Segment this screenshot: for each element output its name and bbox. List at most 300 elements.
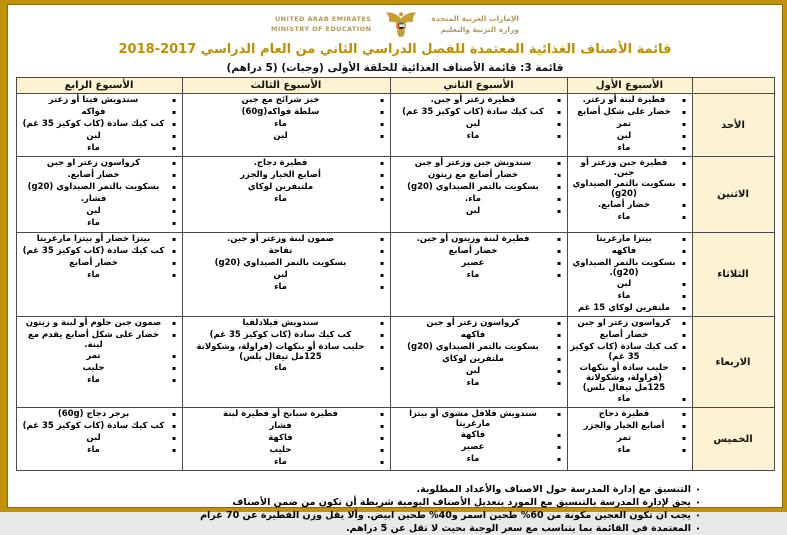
menu-item [570, 258, 690, 278]
menu-item-text: ماء [87, 445, 100, 456]
menu-item-text: ماء [87, 270, 100, 280]
menu-item [185, 107, 388, 118]
menu-item-text: لبن [465, 206, 481, 216]
menu-item-text: فطيرة دجاج. [253, 158, 308, 168]
menu-item [19, 143, 180, 154]
menu-item [19, 445, 180, 456]
week1-header: الأسبوع الأول [567, 78, 692, 94]
menu-item [570, 143, 690, 154]
menu-item-text: فطيرة زعتر أو جبن. [430, 95, 516, 105]
menu-item-text: فاكهة [268, 433, 293, 444]
menu-item-text: أصابع الخيار والجزر [583, 421, 665, 432]
menu-item [19, 218, 180, 229]
footer-note [37, 484, 705, 496]
menu-item [393, 430, 565, 441]
bullet-icon: ▪ [556, 456, 562, 464]
menu-item-text: حليب سادة أو بنكهات (فراولة، وشكولاتة 125مل تيفال بلس) [579, 363, 669, 394]
menu-item [570, 394, 690, 405]
org-en-line1: UNITED ARAB EMIRATES [274, 14, 372, 23]
menu-item-text: فواكه [81, 107, 106, 117]
week4-header: الأسبوع الرابع [16, 78, 182, 94]
menu-item [393, 246, 565, 257]
menu-item-text: كب كيك سادة (كاب كوكيز 35 غم) [570, 342, 678, 363]
menu-item [393, 354, 565, 365]
menu-item-text: بسكويت بالتمر الصيداوي (g20). [572, 258, 676, 279]
menu-item-text: عصير [461, 442, 485, 453]
bullet-icon: ▪ [556, 272, 562, 279]
menu-item [19, 107, 180, 118]
bullet-icon: ▪ [379, 411, 385, 419]
footer-note [37, 497, 705, 509]
menu-item-text: ملتفرين لوكاي 15 غم [577, 303, 671, 314]
menu-item [393, 409, 565, 429]
menu-item [19, 363, 180, 374]
bullet-icon: ▪ [681, 396, 687, 404]
bullet-icon: • [695, 499, 701, 508]
bullet-icon: ▪ [171, 220, 177, 227]
menu-item [570, 279, 690, 290]
menu-item-text: برجر دجاج (60g) [57, 409, 130, 420]
menu-item [570, 342, 690, 362]
ministry-name-arabic [431, 13, 519, 36]
menu-item [570, 409, 690, 420]
bullet-icon: ▪ [681, 109, 687, 116]
menu-cell-week2 [390, 157, 567, 233]
menu-item-text: لبن [465, 119, 481, 129]
menu-item [570, 291, 690, 302]
footer-note [37, 523, 705, 535]
menu-item-text: ماء [617, 212, 631, 223]
footer-note [37, 510, 705, 522]
menu-item [19, 421, 180, 432]
menu-cell-week2 [390, 94, 567, 157]
bullet-icon: ▪ [681, 160, 687, 167]
bullet-icon: ▪ [379, 260, 385, 267]
menu-cell-week3 [182, 233, 390, 317]
menu-item [185, 270, 388, 281]
menu-item [570, 158, 690, 178]
menu-cell-week3 [182, 94, 390, 157]
menu-item-text: سندويش فيتا أو زعتر [48, 95, 139, 105]
menu-item-text: خبز شرائح مع جبن [241, 95, 320, 105]
bullet-icon: ▪ [681, 97, 687, 104]
menu-item-text: خضار أصابع. [597, 200, 651, 211]
org-en-line2: MINISTRY OF EDUCATION [271, 25, 372, 33]
bullet-icon: ▪ [556, 172, 562, 179]
week2-header: الأسبوع الثاني [390, 78, 567, 94]
menu-item [393, 119, 565, 130]
bullet-icon: ▪ [681, 293, 687, 301]
menu-cell-week4 [16, 94, 182, 157]
bullet-icon: ▪ [171, 172, 177, 179]
bullet-icon: ▪ [379, 184, 385, 191]
menu-item-text: عصير [461, 258, 485, 268]
bullet-icon: ▪ [556, 260, 562, 267]
ministry-header [7, 9, 783, 39]
bullet-icon: ▪ [379, 236, 385, 243]
bullet-icon: ▪ [681, 281, 687, 289]
menu-item-text: خضار على شكل أصابع [577, 107, 671, 117]
menu-item-text: سندويش جبن وزعتر أو جبن [414, 158, 532, 168]
menu-item-text: تمر [86, 351, 101, 362]
menu-item-text: فطيرة لبنة وزيتون أو جبن. [416, 234, 530, 244]
menu-item [570, 433, 690, 444]
bullet-icon: ▪ [681, 145, 687, 152]
bullet-icon: ▪ [171, 447, 177, 455]
bullet-icon: ▪ [379, 272, 385, 279]
menu-item [393, 107, 565, 118]
menu-item [185, 131, 388, 142]
menu-item-text: ماء [274, 194, 287, 204]
day-cell: الأحد [692, 94, 774, 157]
bullet-icon: ▪ [171, 365, 177, 373]
menu-item-text: خضار أصابع [448, 246, 498, 256]
menu-item-text: فطيرة سبانخ أو فطيرة لبنة [223, 409, 338, 420]
org-ar-line1: الإمارات العربية المتحدة [431, 13, 519, 23]
bullet-icon: ▪ [681, 248, 687, 255]
bullet-icon: ▪ [171, 133, 177, 140]
bullet-icon: ▪ [681, 133, 687, 140]
menu-item [19, 270, 180, 281]
menu-item-text: ماء [466, 131, 480, 141]
menu-item-text: سندويش فلافل مشوي أو بيتزا مارغريتا [409, 409, 537, 430]
menu-item [185, 318, 388, 329]
footer-note-text: التنسيق مع إدارة المدرسة حول الاصناف والأعداد المطلوبة. [416, 484, 691, 496]
menu-item-text: ماء [617, 445, 631, 456]
bullet-icon: ▪ [681, 320, 687, 328]
bullet-icon: ▪ [556, 236, 562, 243]
bullet-icon: ▪ [556, 344, 562, 352]
menu-item-text: خضار على شكل أصابع يقدم مع لبنة. [28, 330, 159, 351]
menu-item-text: خضار أصابع مع زيتون [428, 170, 518, 180]
menu-cell-week2 [390, 317, 567, 408]
footer-note-text: المعتمدة في القائمة بما يتناسب مع سعر الوجبة بحيث لا تقل عن 5 دراهم. [346, 523, 691, 535]
bullet-icon: ▪ [556, 184, 562, 191]
menu-item [570, 445, 690, 456]
menu-item [393, 95, 565, 106]
table-row [16, 317, 774, 408]
menu-item-text: بيتزا خضار أو بيتزا مارغريتا [36, 234, 151, 244]
bullet-icon: ▪ [681, 236, 687, 243]
bullet-icon: ▪ [379, 133, 385, 140]
menu-item-text: ماء [274, 457, 287, 468]
menu-item [185, 282, 388, 293]
bullet-icon: ▪ [171, 97, 177, 104]
menu-item-text: كب كيك سادة (كاب كوكيز 35 غم) [402, 107, 544, 117]
menu-item-text: فاكهة [460, 430, 486, 441]
menu-cell-week2 [390, 233, 567, 317]
menu-item [185, 246, 388, 257]
bullet-icon: ▪ [379, 435, 385, 443]
menu-item-text: فاكهه [460, 330, 486, 341]
menu-item-text: لبن [273, 270, 288, 280]
menu-item-text: فطيرة لبنة أو زعتر. [582, 95, 666, 105]
bullet-icon: ▪ [171, 208, 177, 215]
menu-item-text: سلطة فواكه(60g) [241, 107, 320, 117]
bullet-icon: ▪ [171, 160, 177, 167]
menu-item [185, 409, 388, 420]
menu-item-text: فطيرة جبن وزعتر أو جبن. [580, 158, 668, 179]
menu-item [185, 119, 388, 130]
menu-item [570, 303, 690, 314]
menu-item [393, 182, 565, 193]
menu-item-text: خضار أصابع [69, 258, 118, 268]
bullet-icon: ▪ [681, 202, 687, 210]
bullet-icon: ▪ [379, 160, 385, 167]
menu-item-text: كرواسون زعتر أو جبن [426, 318, 520, 329]
bullet-icon: • [695, 486, 701, 495]
menu-item [185, 158, 388, 169]
menu-item-text: فشار. [80, 194, 107, 204]
bullet-icon: ▪ [556, 444, 562, 452]
menu-item [393, 158, 565, 169]
bullet-icon: ▪ [171, 272, 177, 279]
menu-item-text: لبن [86, 433, 101, 444]
menu-item-text: كب كيك سادة (كاب كوكيز 35 غم) [209, 330, 352, 341]
bullet-icon: ▪ [556, 196, 562, 203]
menu-item-text: ماء [274, 119, 287, 129]
bullet-icon: ▪ [556, 133, 562, 140]
menu-cell-week1 [567, 408, 692, 471]
menu-cell-week2 [390, 408, 567, 471]
menu-cell-week3 [182, 317, 390, 408]
menu-table-body [16, 94, 774, 471]
bullet-icon: ▪ [556, 380, 562, 388]
menu-item-text: بسكويت بالتمر الصيداوي (g20) [407, 182, 539, 192]
bullet-icon: ▪ [379, 109, 385, 116]
bullet-icon: ▪ [379, 447, 385, 455]
menu-item-text: ماء [617, 143, 631, 153]
menu-item [570, 131, 690, 142]
menu-item [19, 433, 180, 444]
bullet-icon: ▪ [556, 320, 562, 328]
menu-item [19, 194, 180, 205]
table-row [16, 94, 774, 157]
menu-item [19, 330, 180, 350]
bullet-icon: ▪ [556, 121, 562, 128]
menu-cell-week1 [567, 157, 692, 233]
menu-cell-week1 [567, 233, 692, 317]
menu-item [185, 421, 388, 432]
list-subtitle: قائمة 3: قائمة الأصناف الغذائية للحلقة الأولى (وجبات) (5 دراهم) [226, 62, 564, 74]
bullet-icon: ▪ [556, 411, 562, 419]
menu-item [393, 318, 565, 329]
bullet-icon: ▪ [681, 365, 687, 373]
menu-cell-week3 [182, 408, 390, 471]
menu-item [185, 95, 388, 106]
menu-item-text: بسكويت بالتمر الصيداوي (g20) [407, 342, 539, 353]
day-cell: الاثنين [692, 157, 774, 233]
menu-item-text: لبن [86, 206, 101, 216]
menu-item-text: ماء. [464, 194, 482, 204]
bullet-icon: ▪ [171, 411, 177, 419]
table-row [16, 408, 774, 471]
bullet-icon: ▪ [556, 432, 562, 440]
menu-cell-week4 [16, 317, 182, 408]
bullet-icon: ▪ [681, 344, 687, 352]
bullet-icon: ▪ [171, 184, 177, 191]
menu-item [393, 454, 565, 465]
menu-item-text: ماء [466, 270, 480, 280]
bullet-icon: ▪ [171, 236, 177, 243]
menu-item [19, 409, 180, 420]
bullet-icon: ▪ [681, 121, 687, 128]
menu-item [570, 330, 690, 341]
bullet-icon: ▪ [379, 97, 385, 104]
ministry-name-english [271, 14, 371, 35]
menu-item [19, 95, 180, 106]
day-cell: الخميس [692, 408, 774, 471]
menu-item [570, 234, 690, 245]
bullet-icon: ▪ [171, 377, 177, 385]
menu-cell-week1 [567, 317, 692, 408]
menu-item-text: حليب سادة أو بنكهات (فراولة، وشكولاتة 125مل تيفال بلس) [196, 342, 365, 363]
menu-item-text: ماء [274, 282, 287, 292]
menu-item [393, 206, 565, 217]
menu-table [16, 77, 775, 471]
menu-item-text: لبن [616, 131, 632, 141]
menu-item [19, 131, 180, 142]
menu-item [185, 170, 388, 181]
bullet-icon: ▪ [379, 284, 385, 291]
menu-item [570, 200, 690, 211]
bullet-icon: ▪ [681, 411, 687, 419]
menu-item [393, 366, 565, 377]
menu-item [19, 119, 180, 130]
menu-item [185, 342, 388, 362]
bullet-icon: ▪ [379, 344, 385, 352]
menu-item-text: كب كيك سادة (كاب كوكيز 35 غم) [22, 119, 165, 129]
bullet-icon: ▪ [681, 260, 687, 267]
menu-item [570, 363, 690, 393]
bullet-icon: ▪ [171, 196, 177, 203]
menu-item [570, 212, 690, 223]
menu-cell-week1 [567, 94, 692, 157]
bullet-icon: ▪ [379, 423, 385, 431]
uae-falcon-emblem-icon [385, 9, 417, 39]
menu-item-text: صمون لبنة وزعتر أو جبن. [226, 234, 335, 244]
bullet-icon: ▪ [379, 248, 385, 255]
menu-cell-week3 [182, 157, 390, 233]
menu-item [185, 330, 388, 341]
menu-item-text: ملتيفرين لوكاي [247, 182, 314, 192]
menu-item-text: ملتفرين لوكاي [442, 354, 504, 365]
bullet-icon: ▪ [556, 332, 562, 340]
menu-item [19, 318, 180, 329]
menu-item-text: خضار أصابع. [67, 170, 120, 180]
menu-item-text: تمر [616, 433, 632, 444]
org-ar-line2: وزارة التربية والتعليم [440, 25, 519, 34]
bullet-icon: ▪ [556, 97, 562, 104]
menu-item [19, 170, 180, 181]
menu-item [393, 330, 565, 341]
menu-item-text: ماء [87, 143, 100, 153]
menu-item [570, 119, 690, 130]
bullet-icon: ▪ [171, 320, 177, 328]
bullet-icon: ▪ [556, 109, 562, 116]
table-row [16, 157, 774, 233]
menu-item-text: ماء [466, 378, 480, 389]
bullet-icon: ▪ [171, 353, 177, 361]
day-cell: الثلاثاء [692, 233, 774, 317]
menu-item [570, 421, 690, 432]
bullet-icon: ▪ [379, 121, 385, 128]
week3-header: الأسبوع الثالث [182, 78, 390, 94]
menu-item [185, 445, 388, 456]
menu-item [393, 442, 565, 453]
bullet-icon: ▪ [681, 332, 687, 340]
menu-item [393, 194, 565, 205]
menu-item-text: ماء [466, 454, 480, 465]
menu-item-text: بيتزا مارغريتا [596, 234, 652, 244]
bullet-icon: ▪ [171, 121, 177, 128]
menu-item-text: خضار أصابع [599, 330, 649, 341]
menu-item [393, 378, 565, 389]
menu-item [19, 246, 180, 257]
bullet-icon: ▪ [556, 368, 562, 376]
bullet-icon: • [695, 512, 701, 521]
menu-item-text: سندويش فيلادلفيا [242, 318, 319, 329]
bullet-icon: • [695, 525, 701, 534]
menu-item-text: بسكويت بالتمر الصيداوي (g20) [214, 258, 347, 268]
menu-item [19, 234, 180, 245]
menu-item [185, 182, 388, 193]
menu-item [570, 179, 690, 199]
bullet-icon: ▪ [379, 172, 385, 179]
menu-item [185, 433, 388, 444]
menu-item [185, 363, 388, 374]
menu-item-text: بسكويت بالتمر الصيداوي (g20) [27, 182, 160, 192]
menu-item [19, 351, 180, 362]
table-row [16, 233, 774, 317]
menu-item [393, 170, 565, 181]
menu-item-text: لبن [465, 366, 481, 377]
menu-cell-week4 [16, 157, 182, 233]
menu-item-text: ماء [617, 291, 631, 302]
menu-item-text: ماء [87, 375, 100, 386]
menu-item-text: فاكهه [611, 246, 637, 256]
bullet-icon: ▪ [171, 332, 177, 340]
bullet-icon: ▪ [681, 435, 687, 443]
menu-item-text: لبن [616, 279, 632, 290]
bullet-icon: ▪ [556, 356, 562, 364]
menu-item [19, 258, 180, 269]
bullet-icon: ▪ [171, 260, 177, 267]
notes-list [37, 484, 705, 535]
menu-item-text: لبن [273, 131, 288, 141]
day-cell: الاربعاء [692, 317, 774, 408]
bullet-icon: ▪ [681, 181, 687, 189]
menu-cell-week4 [16, 233, 182, 317]
menu-item [393, 234, 565, 245]
footer-note-text: يحق لإدارة المدرسة بالتنسيق مع المورد بتعديل الأصناف اليومية شريطة أن تكون من ضمن الأصناف [232, 497, 691, 509]
bullet-icon: ▪ [681, 423, 687, 431]
menu-item [185, 194, 388, 205]
menu-item-text: حليب [82, 363, 105, 374]
menu-item-text: ماء [87, 218, 100, 228]
menu-item [185, 457, 388, 468]
menu-item-text: صمون جبن حلوم أو لبنة و زيتون [25, 318, 162, 329]
menu-item [393, 258, 565, 269]
bullet-icon: ▪ [681, 447, 687, 455]
menu-item [570, 95, 690, 106]
bullet-icon: ▪ [171, 435, 177, 443]
bullet-icon: ▪ [556, 208, 562, 215]
menu-item [570, 107, 690, 118]
bullet-icon: ▪ [171, 248, 177, 255]
menu-item-text: ماء [274, 363, 287, 374]
menu-item-text: كرواسون زعتر او جبن [577, 318, 671, 329]
